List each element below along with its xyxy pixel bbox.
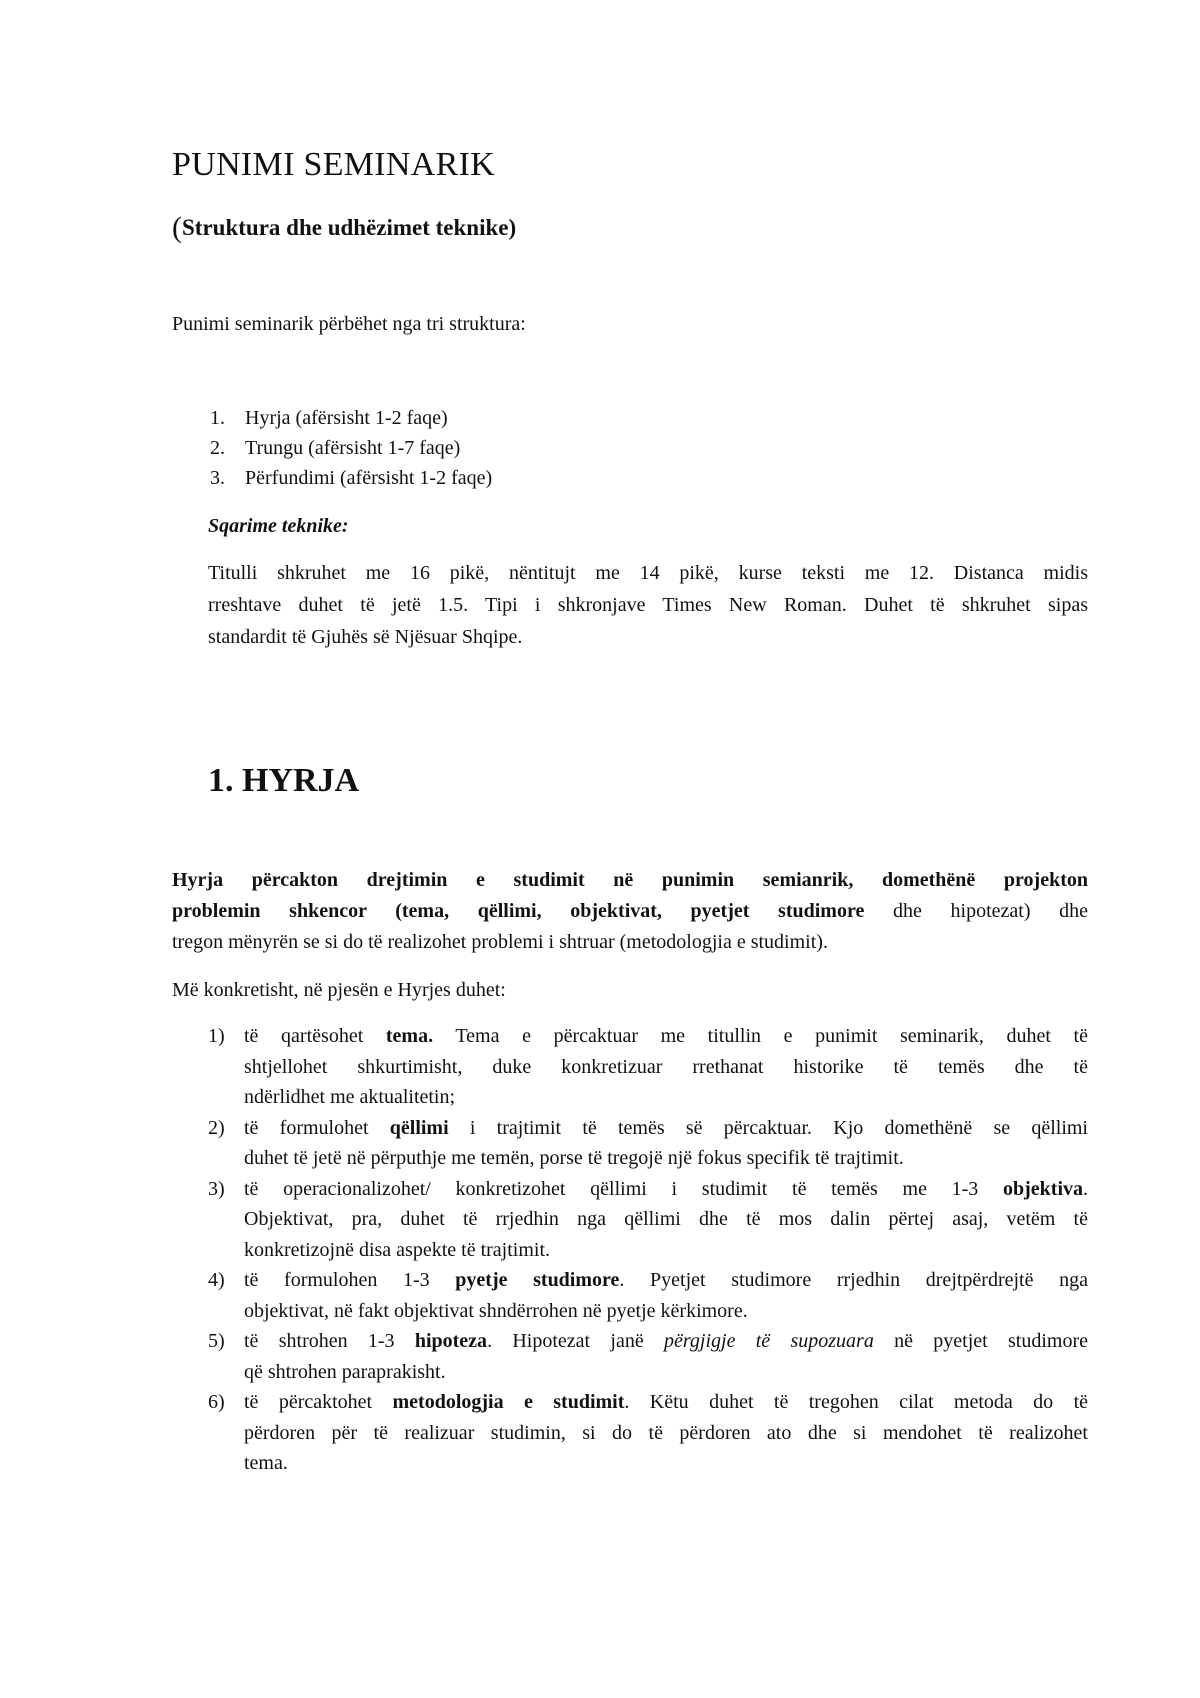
list-item: 1. Hyrja (afërsisht 1-2 faqe) — [210, 407, 448, 429]
list-item: 3) të operacionalizohet/ konkretizohet qëllimi i studimit të temës me 1-3 objektiva. Objektivat, pra, duhet të rrjedhin nga qëllimi dhe të mos dalin përtej asaj, vetëm të konkretizojnë disa aspekte të trajtimit. — [208, 1177, 1088, 1261]
list-item: 3. Përfundimi (afërsisht 1-2 faqe) — [210, 467, 493, 489]
list-item: 5) të shtrohen 1-3 hipoteza. Hipotezat janë përgjigje të supozuara në pyetjet studimore që shtrohen paraprakisht. — [208, 1330, 1088, 1383]
intro-paragraph: Punimi seminarik përbëhet nga tri struktura: — [172, 313, 526, 335]
list-item: 6) të përcaktohet metodologjia e studimit. Këtu duhet të tregohen cilat metoda do të përdoren për të realizuar studimin, si do të përdoren ato dhe si mendohet të realizohet tema. — [208, 1391, 1089, 1474]
technical-notes-text: Titulli shkruhet me 16 pikë, nëntitujt me 14 pikë, kurse teksti me 12. Distanca midis rreshtave duhet të jetë 1.5. Tipi i shkronjave Times New Roman. Duhet të shkruhet sipas standardit të Gjuhës së Njësuar Shqipe. — [208, 562, 1088, 648]
list-item: 4) të formulohen 1-3 pyetje studimore. Pyetjet studimore rrjedhin drejtpërdrejtë nga objektivat, në fakt objektivat shndërrohen në pyetje kërkimore. — [208, 1269, 1088, 1322]
page-subtitle — [172, 211, 516, 245]
subtitle-text: Struktura dhe udhëzimet teknike) — [182, 215, 517, 240]
page-title: PUNIMI SEMINARIK — [172, 146, 496, 183]
hyrja-intro-line: Më konkretisht, në pjesën e Hyrjes duhet: — [172, 979, 506, 1001]
requirements-list — [208, 1021, 1088, 1479]
technical-notes-label: Sqarime teknike: — [208, 515, 349, 537]
subtitle-paren: ( — [172, 211, 182, 244]
list-item: 2. Trungu (afërsisht 1-7 faqe) — [210, 437, 461, 459]
list-item: 1) të qartësohet tema. Tema e përcaktuar me titullin e punimit seminarik, duhet të shtjellohet shkurtimisht, duke konkretizuar rrethanat historike të temës dhe të ndërlidhet me aktualitetin; — [208, 1025, 1088, 1108]
list-item: 2) të formulohet qëllimi i trajtimit të temës së përcaktuar. Kjo domethënë se qëllimi duhet të jetë në përputhje me temën, porse të tregojë një fokus specifik të trajtimit. — [208, 1116, 1088, 1169]
hyrja-paragraph: Hyrja përcakton drejtimin e studimit në punimin semianrik, domethënë projekton problemin shkencor (tema, qëllimi, objektivat, pyetjet studimore dhe hipotezat) dhe tregon mënyrën se si do të realizohet problemi i shtruar (metodologjia e studimit). — [172, 869, 1088, 953]
section-heading: 1. HYRJA — [208, 762, 360, 799]
structure-list — [210, 403, 492, 493]
